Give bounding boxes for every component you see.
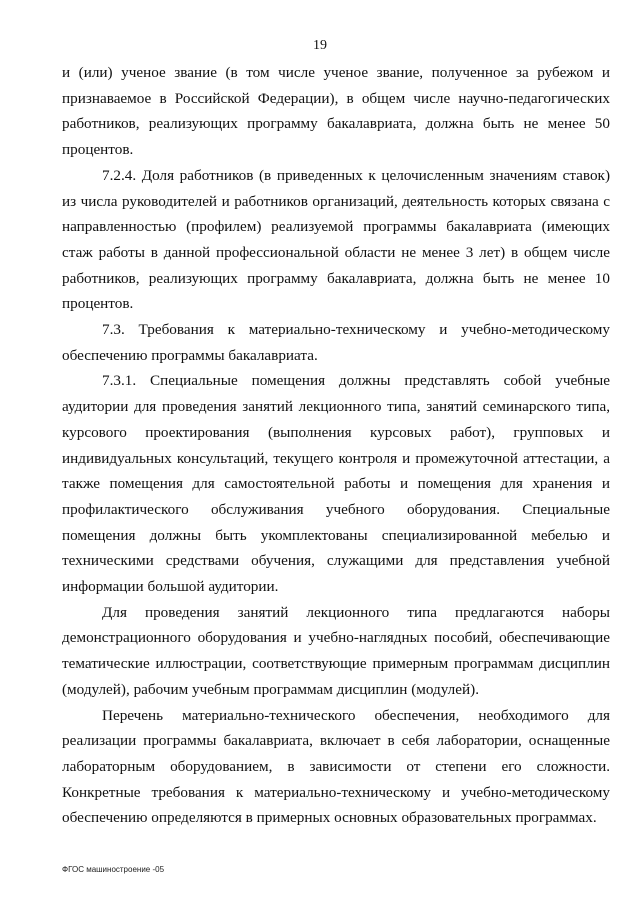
footer-label: ФГОС машиностроение -05 [62,865,165,874]
paragraph-7-3: 7.3. Требования к материально-техническому и учебно-методическому обеспечению программы бакалавриата. [62,321,610,364]
page-number: 19 [313,38,327,53]
paragraph-7-2-4: 7.2.4. Доля работников (в приведенных к целочисленным значениям ставок) из числа руководителей и работников организаций, деятельность которых связана с направленностью (профилем) реализуемой программы бакалавриата (имеющих стаж работы в данной профессиональной области не менее 3 лет) в общем числе работников, реализующих программу бакалавриата, должна быть не менее 10 процентов. [62,166,610,313]
paragraph-equipment-list: Перечень материально-технического обеспечения, необходимого для реализации программы бакалавриата, включает в себя лаборатории, оснащенные лабораторным оборудованием, в зависимости от степени его сложности. Конкретные требования к материально-техническому и учебно-методическому обеспечению определяются в примерных основных образовательных программах. [62,706,610,827]
paragraph-7-3-1: 7.3.1. Специальные помещения должны представлять собой учебные аудитории для проведения занятий лекционного типа, занятий семинарского типа, курсового проектирования (выполнения курсовых работ), групповых и индивидуальных консультаций, текущего контроля и промежуточной аттестации, а также помещения для самостоятельной работы и помещения для хранения и профилактического обслуживания учебного оборудования. Специальные помещения должны быть укомплектованы специализированной мебелью и техническими средствами обучения, служащими для представления учебной информации большой аудитории. [62,372,610,596]
paragraph-lecture-equipment: Для проведения занятий лекционного типа предлагаются наборы демонстрационного оборудования и учебно-наглядных пособий, обеспечивающие тематические иллюстрации, соответствующие примерным программам дисциплин (модулей), рабочим учебным программам дисциплин (модулей). [62,603,610,698]
document-body [62,60,610,831]
paragraph-continuation: и (или) ученое звание (в том числе ученое звание, полученное за рубежом и признаваемое в Российской Федерации), в общем числе научно-педагогических работников, реализующих программу бакалавриата, должна быть не менее 50 процентов. [62,64,610,159]
